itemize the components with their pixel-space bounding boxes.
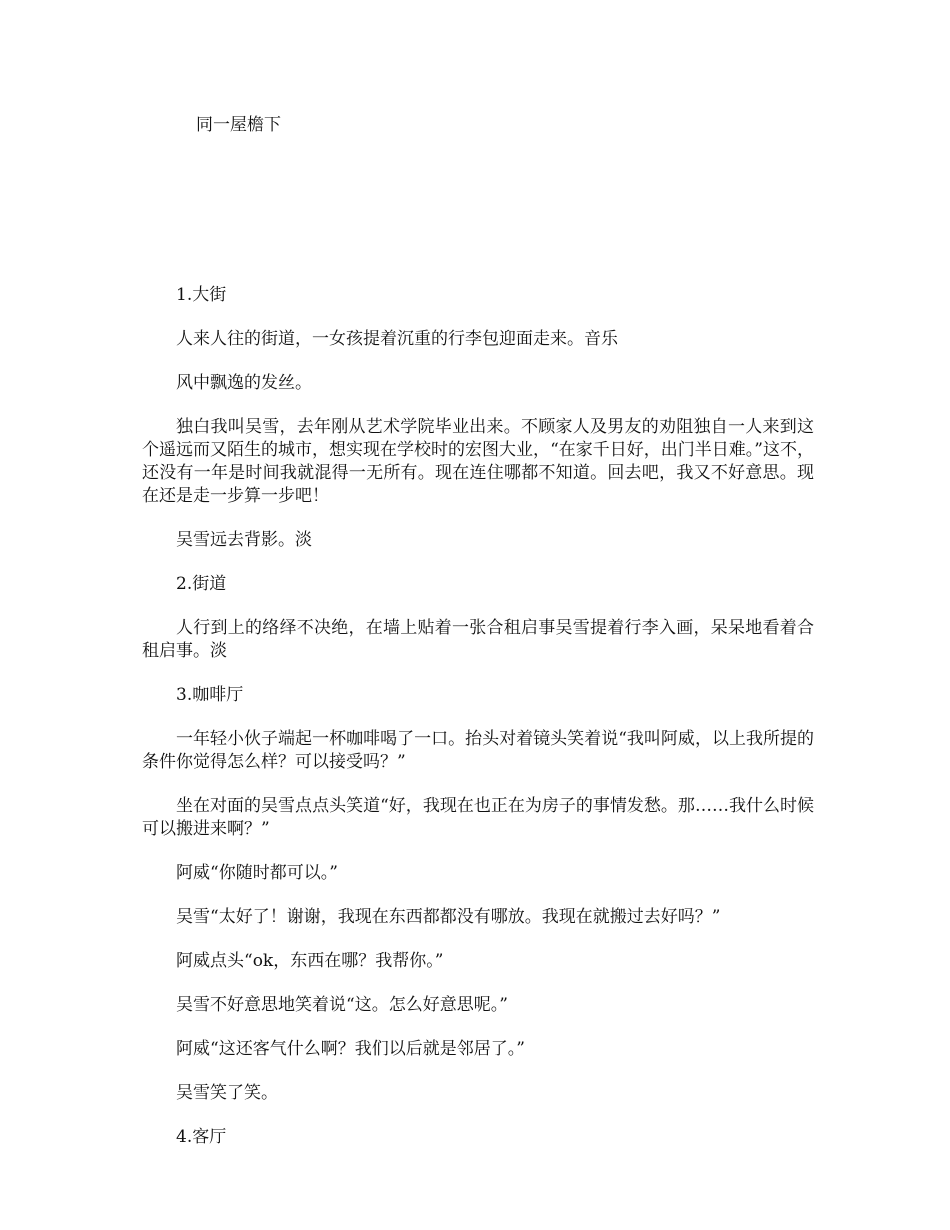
paragraph: 吴雪远去背影。淡: [176, 530, 312, 550]
document-body: [142, 284, 814, 1170]
paragraph: 阿威点头“ok，东西在哪？我帮你。”: [176, 951, 444, 971]
scene-heading: 3.咖啡厅: [176, 685, 244, 705]
paragraph: 人行到上的络绎不决绝，在墙上贴着一张合租启事吴雪提着行李入画，呆呆地看着合租启事。淡: [142, 618, 814, 661]
scene-heading: 4.客厅: [176, 1127, 227, 1147]
paragraph: 阿威“你随时都可以。”: [176, 863, 338, 883]
document-title: 同一屋檐下: [196, 115, 281, 135]
paragraph: 坐在对面的吴雪点点头笑道“好，我现在也正在为房子的事情发愁。那……我什么时候可以搬进来啊？”: [142, 796, 814, 839]
paragraph: 一年轻小伙子端起一杯咖啡喝了一口。抬头对着镜头笑着说“我叫阿威，以上我所提的条件你觉得怎么样？可以接受吗？”: [142, 729, 814, 772]
paragraph: 阿威“这还客气什么啊？我们以后就是邻居了。”: [176, 1039, 525, 1059]
paragraph: 风中飘逸的发丝。: [176, 373, 312, 393]
paragraph: 吴雪不好意思地笑着说“这。怎么好意思呢。”: [176, 995, 508, 1015]
scene-heading: 2.街道: [176, 574, 227, 594]
scene-heading: 1.大街: [176, 285, 227, 305]
paragraph: 吴雪“太好了！谢谢，我现在东西都都没有哪放。我现在就搬过去好吗？”: [176, 907, 721, 927]
paragraph: 独白我叫吴雪，去年刚从艺术学院毕业出来。不顾家人及男友的劝阻独自一人来到这个遥远而又陌生的城市，想实现在学校时的宏图大业，“在家千日好，出门半日难。”这不，还没有一年是时间我就混得一无所有。现在连住哪都不知道。回去吧，我又不好意思。现在还是走一步算一步吧！: [142, 417, 814, 506]
paragraph: 人来人往的街道，一女孩提着沉重的行李包迎面走来。音乐: [176, 329, 618, 349]
paragraph: 吴雪笑了笑。: [176, 1083, 278, 1103]
